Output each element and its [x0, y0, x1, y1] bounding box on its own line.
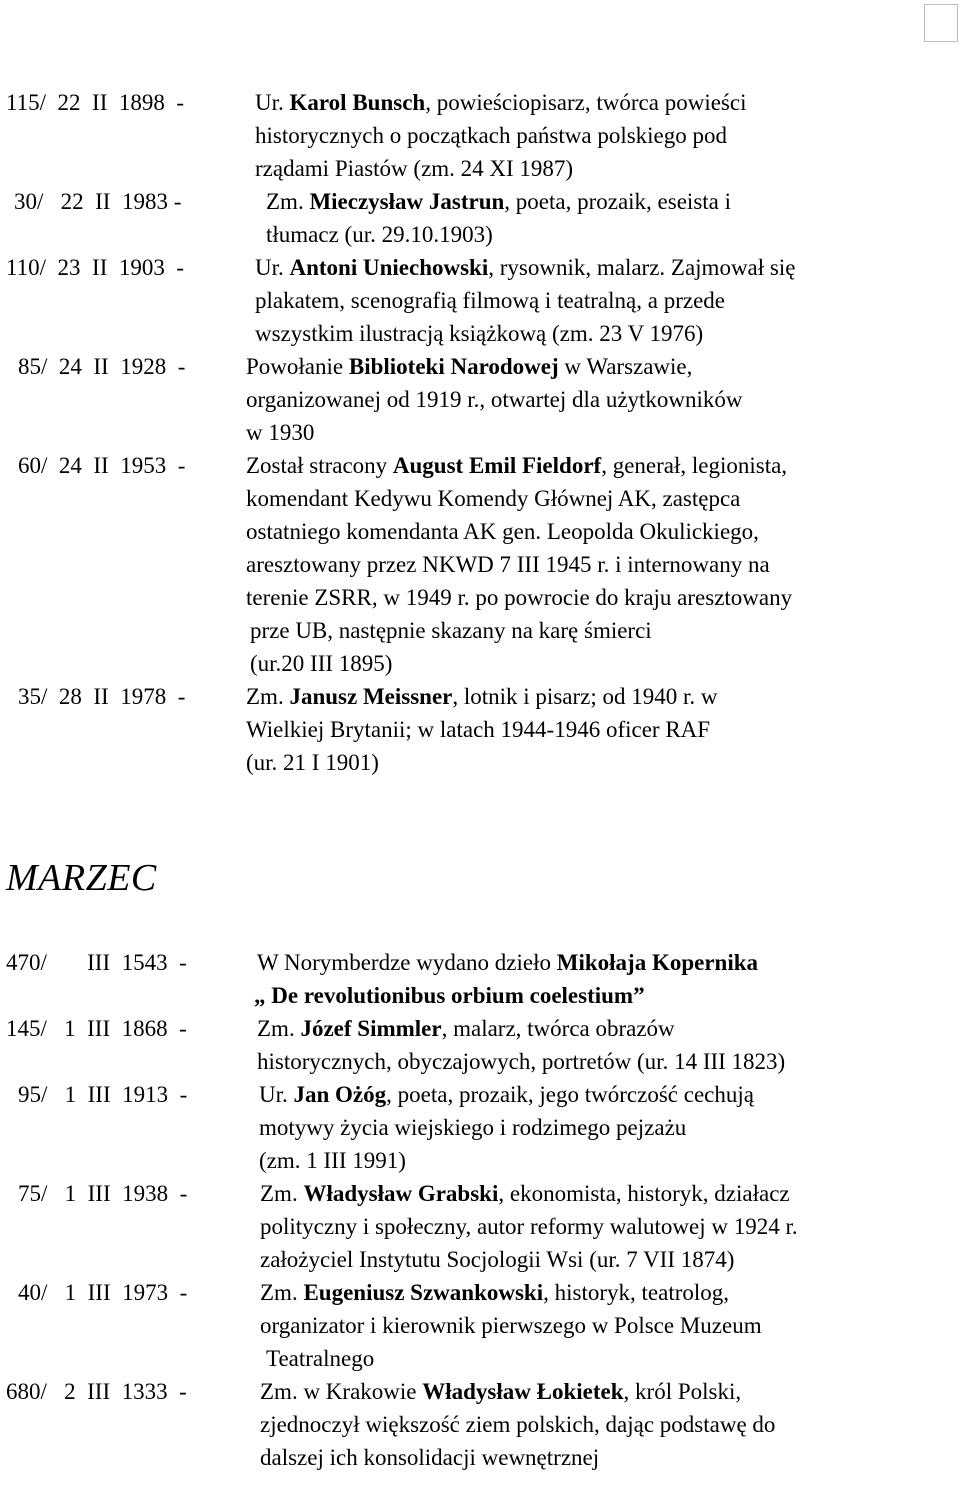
entry-name-bold: Janusz Meissner — [289, 684, 453, 709]
entry-text-line — [0, 152, 960, 185]
entry-text: , król Polski, — [623, 1379, 742, 1404]
entry-text-line — [0, 284, 960, 317]
entry-text: organizowanej od 1919 r., otwartej dla użytkowników — [246, 387, 743, 412]
entry-text: , historyk, teatrolog, — [543, 1280, 730, 1305]
entry-text-line — [0, 1045, 960, 1078]
entry — [0, 1078, 960, 1177]
entry-text: W Norymberdze wydano dzieło — [257, 950, 557, 975]
entry-text-line — [0, 1078, 960, 1111]
entry-date-label: 680/ 2 III 1333 - — [6, 1379, 199, 1404]
entry — [0, 350, 960, 449]
entry-text: wszystkim ilustracją książkową (zm. 23 V 1976) — [255, 321, 704, 346]
entry-text-line — [0, 185, 960, 218]
entry-text: historycznych, obyczajowych, portretów (ur. 14 III 1823) — [257, 1049, 786, 1074]
entry-text: (ur. 21 I 1901) — [246, 750, 379, 775]
entry-name-bold: Karol Bunsch — [289, 90, 426, 115]
entry-text-line — [0, 1144, 960, 1177]
entry-text: Ur. — [255, 90, 290, 115]
entry-name-bold: Mikołaja Kopernika — [556, 950, 759, 975]
entry-name-bold: Mieczysław Jastrun — [309, 189, 505, 214]
entry-text: , ekonomista, historyk, działacz — [498, 1181, 790, 1206]
entry-text-line — [0, 1111, 960, 1144]
entry-text-line — [0, 713, 960, 746]
entry-date-label: 40/ 1 III 1973 - — [18, 1280, 199, 1305]
entry-name-bold: Władysław Grabski — [303, 1181, 499, 1206]
entry-name-bold: August Emil Fieldorf — [392, 453, 602, 478]
entry — [0, 1177, 960, 1276]
entry-text: Wielkiej Brytanii; w latach 1944-1946 oficer RAF — [246, 717, 711, 742]
entry-text: (ur.20 III 1895) — [250, 651, 393, 676]
entry-text-line — [0, 86, 960, 119]
entry-text: (zm. 1 III 1991) — [259, 1148, 406, 1173]
entry-text: Zm. — [260, 1181, 304, 1206]
entry-text-line — [0, 1210, 960, 1243]
entry-text: komendant Kedywu Komendy Głównej AK, zastępca — [246, 486, 741, 511]
entry-text: tłumacz (ur. 29.10.1903) — [266, 222, 493, 247]
entry-text: Zm. — [260, 1280, 304, 1305]
entry-name-bold: Eugeniusz Szwankowski — [303, 1280, 544, 1305]
entry — [0, 946, 960, 1012]
entry-text: Zm. w Krakowie — [260, 1379, 423, 1404]
entry-text-line — [0, 1309, 960, 1342]
entry — [0, 251, 960, 350]
entry — [0, 1375, 960, 1474]
entry-name-bold: „ De revolutionibus orbium coelestium” — [254, 983, 645, 1008]
month-heading: MARZEC — [6, 857, 157, 899]
entry-name-bold: Józef Simmler — [300, 1016, 442, 1041]
entry-text: , powieściopisarz, twórca powieści — [425, 90, 747, 115]
entry-text-line — [0, 449, 960, 482]
entry-text-line — [0, 614, 960, 647]
entry-text-line — [0, 680, 960, 713]
entry-text: terenie ZSRR, w 1949 r. po powrocie do kraju aresztowany — [246, 585, 793, 610]
entry-text: Zm. — [257, 1016, 301, 1041]
entry-text-line — [0, 218, 960, 251]
february-entries — [0, 86, 960, 779]
entry-text: polityczny i społeczny, autor reformy walutowej w 1924 r. — [260, 1214, 798, 1239]
entry-text: , generał, legionista, — [601, 453, 788, 478]
entry-text: , poeta, prozaik, eseista i — [504, 189, 732, 214]
entry-text-line — [0, 946, 960, 979]
entry-date-label: 95/ 1 III 1913 - — [18, 1082, 199, 1107]
entry-text-line — [0, 1243, 960, 1276]
entry-text-line — [0, 119, 960, 152]
entry-text: Teatralnego — [266, 1346, 375, 1371]
entry-text-line — [0, 1342, 960, 1375]
entry — [0, 1276, 960, 1375]
entry-date-label: 35/ 28 II 1978 - — [18, 684, 197, 709]
entry-text-line — [0, 416, 960, 449]
entry-text: w 1930 — [246, 420, 315, 445]
entry-text: prze UB, następnie skazany na karę śmierci — [250, 618, 652, 643]
entry-text-line — [0, 548, 960, 581]
entry-text: dalszej ich konsolidacji wewnętrznej — [260, 1445, 600, 1470]
entry-text: , rysownik, malarz. Zajmował się — [488, 255, 796, 280]
entry-text: organizator i kierownik pierwszego w Polsce Muzeum — [260, 1313, 762, 1338]
entry — [0, 1012, 960, 1078]
entry — [0, 449, 960, 680]
entry-text: , lotnik i pisarz; od 1940 r. w — [452, 684, 718, 709]
entry-text: Powołanie — [246, 354, 349, 379]
entry-date-label: 85/ 24 II 1928 - — [18, 354, 197, 379]
entry-text-line — [0, 350, 960, 383]
entry-text: ostatniego komendanta AK gen. Leopolda Okulickiego, — [246, 519, 759, 544]
entry — [0, 86, 960, 185]
entry-text-line — [0, 1408, 960, 1441]
entry-text-line — [0, 383, 960, 416]
entry-text-line — [0, 1375, 960, 1408]
entry-text: zjednoczył większość ziem polskich, dając podstawę do — [260, 1412, 776, 1437]
entry-text: Ur. — [259, 1082, 294, 1107]
entry-text-line — [0, 647, 960, 680]
entry-name-bold: Biblioteki Narodowej — [348, 354, 559, 379]
entry-text-line — [0, 979, 960, 1012]
entry-name-bold: Jan Ożóg — [293, 1082, 387, 1107]
march-entries — [0, 946, 960, 1474]
entry-name-bold: Antoni Uniechowski — [289, 255, 489, 280]
entry-text: aresztowany przez NKWD 7 III 1945 r. i internowany na — [246, 552, 770, 577]
entry-date-label: 115/ 22 II 1898 - — [6, 90, 196, 115]
entry-date-label: 60/ 24 II 1953 - — [18, 453, 197, 478]
entry-text-line — [0, 482, 960, 515]
entry-text: w Warszawie, — [558, 354, 693, 379]
entry-text-line — [0, 1441, 960, 1474]
entry-text: założyciel Instytutu Socjologii Wsi (ur. 7 VII 1874) — [260, 1247, 735, 1272]
entry-text: , malarz, twórca obrazów — [441, 1016, 675, 1041]
entry-text-line — [0, 317, 960, 350]
entry-date-label: 110/ 23 II 1903 - — [6, 255, 196, 280]
entry-date-label: 145/ 1 III 1868 - — [6, 1016, 199, 1041]
entry-text-line — [0, 515, 960, 548]
entry-text-line — [0, 1012, 960, 1045]
entry-text: , poeta, prozaik, jego twórczość cechują — [386, 1082, 754, 1107]
entry-text: Zm. — [266, 189, 310, 214]
entry-text-line — [0, 1177, 960, 1210]
entry — [0, 680, 960, 779]
entry-text: plakatem, scenografią filmową i teatralną, a przede — [255, 288, 725, 313]
page-corner-box — [924, 4, 958, 42]
entry-text: motywy życia wiejskiego i rodzimego pejzażu — [259, 1115, 687, 1140]
entry-text-line — [0, 581, 960, 614]
entry — [0, 185, 960, 251]
entry-text-line — [0, 746, 960, 779]
entry-text-line — [0, 1276, 960, 1309]
entry-date-label: 75/ 1 III 1938 - — [18, 1181, 199, 1206]
entry-text-line — [0, 251, 960, 284]
entry-text: Ur. — [255, 255, 290, 280]
entry-name-bold: Władysław Łokietek — [422, 1379, 624, 1404]
entry-text: Zm. — [246, 684, 290, 709]
entry-text: rządami Piastów (zm. 24 XI 1987) — [255, 156, 574, 181]
entry-date-label: 30/ 22 II 1983 - — [14, 189, 193, 214]
entry-date-label: 470/ III 1543 - — [6, 950, 199, 975]
entry-text: historycznych o początkach państwa polskiego pod — [255, 123, 728, 148]
entry-text: Został stracony — [246, 453, 393, 478]
